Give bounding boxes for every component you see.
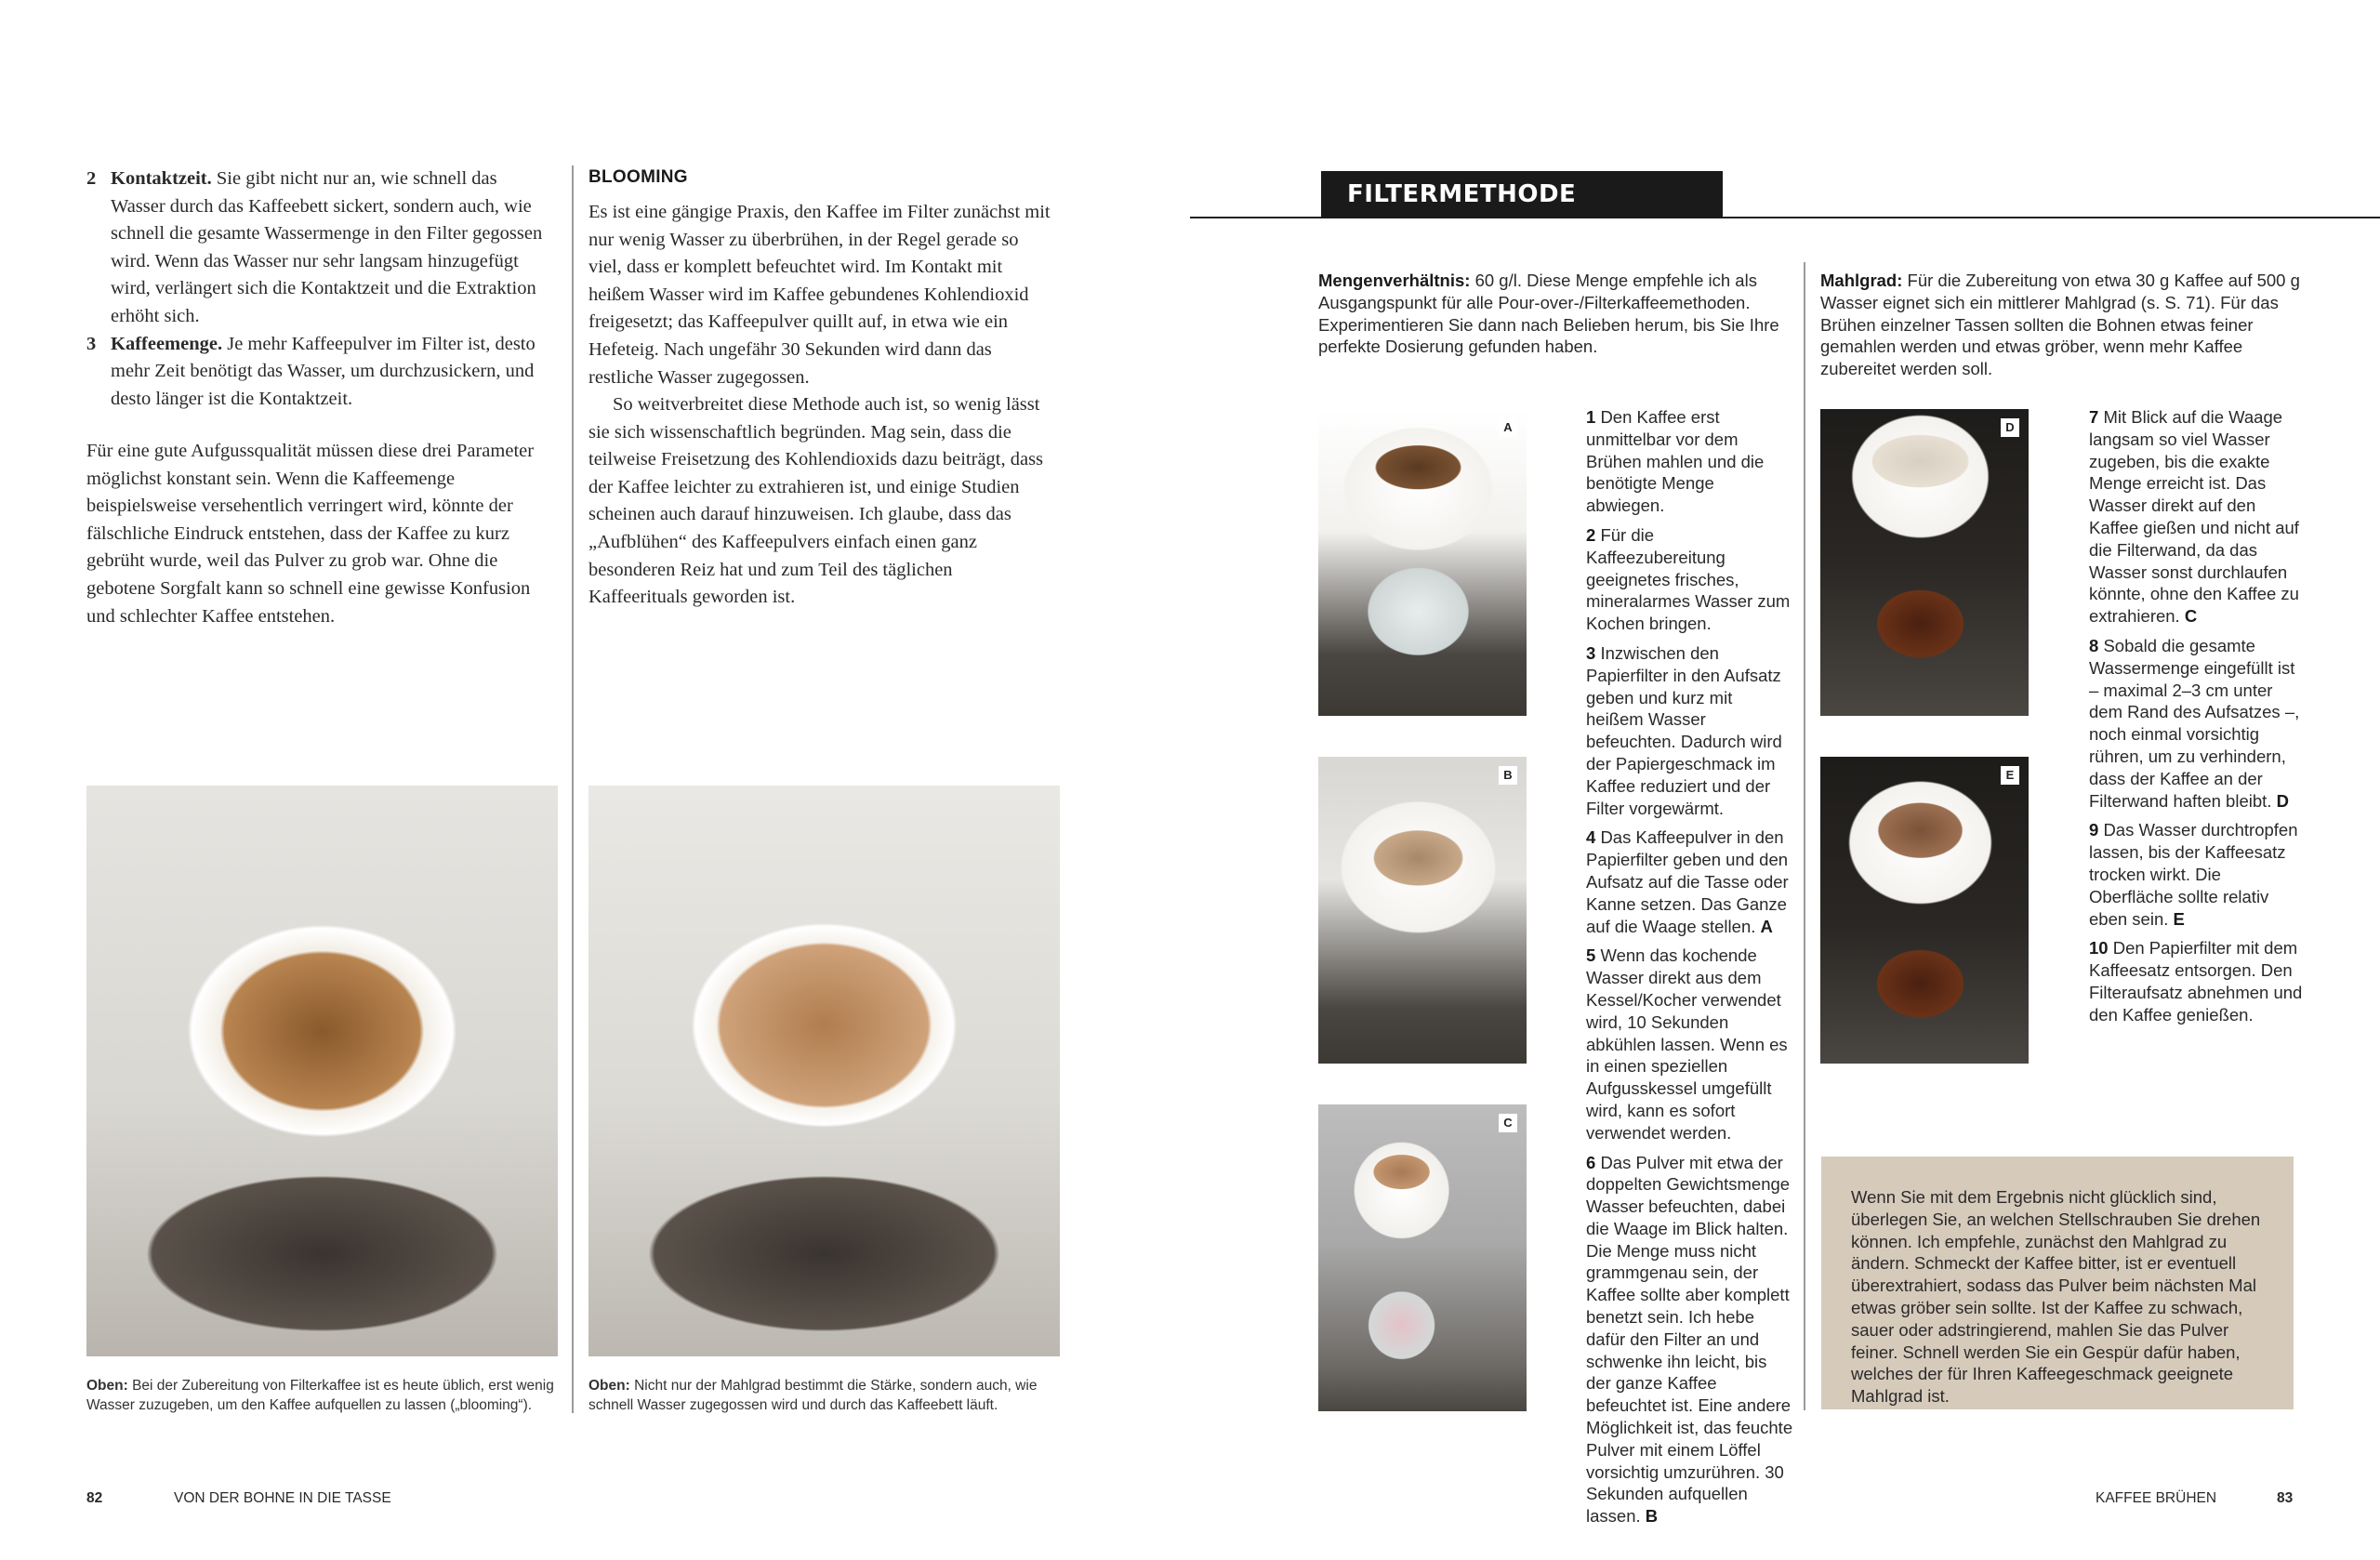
blooming-paragraph-1: Es ist eine gängige Praxis, den Kaffee im Filter zunächst mit nur wenig Wasser zu überbrühen, in der Regel gerade so viel, dass er komplett befeuchtet wird. Im Kontakt mit heißem Wasser wird im Kaffee gebundenes Kohlendioxid freigesetzt; das Kaffeepulver quillt auf, in etwa wie ein Hefeteig. Nach ungefähr 30 Sekunden wird dann das restliche Wasser zugegossen. (588, 202, 1051, 388)
intro-text: 60 g/l. Diese Menge empfehle ich als Ausgangspunkt für alle Pour-over-/Filterkaffeemethoden. Experimentieren Sie dann nach Belieben herum, bis Sie Ihre perfekte Dosierung gefunden haben. (1318, 271, 1779, 357)
photo-label: A (1499, 418, 1517, 437)
list-number: 3 (86, 333, 97, 354)
step-photo-d (1820, 409, 2029, 716)
column-divider (1804, 262, 1805, 1410)
step-item: 7 Mit Blick auf die Waage langsam so viel Wasser zugeben, bis die exakte Menge erreicht ist. Das Wasser direkt auf den Kaffee gießen und nicht auf die Filterwand, da das Wasser sonst durchlaufen könnte, ohne den Kaffee zu extrahieren. C (2089, 407, 2299, 627)
list-text: Sie gibt nicht nur an, wie schnell das Wasser durch das Kaffeebett sickert, sondern auch, wie schnell die gesamte Wassermenge in den Filter gegossen wird. Wenn das Wasser nur sehr langsam hinzugefügt wird, verlängert sich die Kontaktzeit und die Extraktion erhöht sich. (111, 168, 543, 326)
step-item: 6 Das Pulver mit etwa der doppelten Gewichtsmenge Wasser befeuchten, dabei die Waage im Blick halten. Die Menge muss nicht grammgenau sein, der Kaffee sollte aber komplett benetzt sein. Ich hebe dafür den Filter an und schwenke ihn leicht, bis der ganze Kaffee befeuchtet ist. Eine andere Möglichkeit ist, das feuchte Pulver mit einem Löffel vorsichtig umzurühren. 30 Sekunden aufquellen lassen. B (1586, 1152, 1793, 1527)
step-photo-b (1318, 757, 1527, 1064)
body-paragraph: Für eine gute Aufgussqualität müssen diese drei Parameter möglichst konstant sein. Wenn die Kaffeemenge beispielsweise versehentlich verringert wird, könnte der fälschliche Eindruck entstehen, dass der Kaffee zu kurz gebrüht wurde, weil das Pulver zu grob war. Ohne die gebotene Sorgfalt kann so schnell eine gewisse Konfusion und schlechter Kaffee entstehen. (86, 441, 535, 627)
list-term: Kontaktzeit. (111, 168, 212, 189)
tip-box (1821, 1157, 2294, 1409)
intro-label: Mengenverhältnis: (1318, 271, 1471, 290)
step-item: 1 Den Kaffee erst unmittelbar vor dem Brühen mahlen und die benötigte Menge abwiegen. (1586, 407, 1765, 516)
page-number-left: 82 (86, 1490, 103, 1506)
numbered-list (86, 165, 556, 413)
section-heading-blooming: BLOOMING (588, 167, 688, 187)
steps-column-2 (2089, 406, 2303, 1034)
tip-text: Wenn Sie mit dem Ergebnis nicht glücklich sind, überlegen Sie, an welchen Stellschrauben Sie drehen können. Ich empfehle, zunächst den Mahlgrad zu ändern. Schmeckt der Kaffee bitter, ist er eventuell überextrahiert, sodass das Pulver beim nächsten Mal etwas gröber sein sollte. Ist der Kaffee zu schwach, sauer oder adstringierend, mahlen Sie das Pulver feiner. Schnell werden Sie ein Gespür dafür haben, welches der für Ihren Kaffeegeschmack geeignete Mahlgrad ist. (1851, 1187, 2261, 1407)
caption-text: Bei der Zubereitung von Filterkaffee ist es heute üblich, erst wenig Wasser zuzugeben, um den Kaffee aufquellen zu lassen („blooming“). (86, 1378, 554, 1413)
list-item (86, 331, 556, 414)
photo-caption-1 (86, 1376, 561, 1415)
photo-ref: A (1760, 916, 1773, 936)
blooming-paragraph-2: So weitverbreitet diese Methode auch ist, so wenig lässt sie sich wissenschaftlich begründen. Mag sein, dass die teilweise Freisetzung des Kohlendioxids dazu beiträgt, dass der Kaffee leichter zu extrahieren ist, und einige Studien scheinen auch darauf hinzuweisen. Ich glaube, dass das „Aufblühen“ des Kaffeepulvers einfach einen ganz besonderen Reiz hat und zum Teil des täglichen Kaffeerituals geworden ist. (588, 394, 1044, 608)
list-text: Je mehr Kaffeepulver im Filter ist, desto mehr Zeit benötigt das Wasser, um durchzusickern, und desto länger ist die Kontaktzeit. (111, 333, 536, 409)
photo-ref: D (2276, 790, 2289, 811)
photo-label: B (1499, 766, 1517, 785)
caption-label: Oben: (588, 1378, 630, 1394)
running-footer-right: KAFFEE BRÜHEN (2096, 1490, 2217, 1506)
intro-ratio (1318, 270, 1783, 358)
step-item: 8 Sobald die gesamte Wassermenge eingefüllt ist – maximal 2–3 cm unter dem Rand des Aufsatzes –, noch einmal vorsichtig rühren, um zu verhindern, dass der Kaffee an der Filterwand haften bleibt. D (2089, 635, 2300, 811)
column-divider (572, 165, 574, 1413)
photo-label: C (1499, 1114, 1517, 1132)
running-footer-left: VON DER BOHNE IN DIE TASSE (174, 1490, 391, 1506)
blooming-photo-2 (588, 786, 1060, 1356)
photo-ref: E (2173, 908, 2185, 929)
step-item: 2 Für die Kaffeezubereitung geeignetes frisches, mineralarmes Wasser zum Kochen bringen. (1586, 524, 1791, 634)
intro-label: Mahlgrad: (1820, 271, 1903, 290)
step-item: 5 Wenn das kochende Wasser direkt aus dem Kessel/Kocher verwendet wird, 10 Sekunden abkühlen lassen. Wenn es in einen speziellen Aufgusskessel umgefüllt wird, kann es sofort verwendet werden. (1586, 945, 1788, 1143)
photo-ref: B (1645, 1506, 1659, 1527)
intro-text: Für die Zubereitung von etwa 30 g Kaffee auf 500 g Wasser eignet sich ein mittlerer Mahlgrad (s. S. 71). Für das Brühen einzelner Tassen sollten die Bohnen etwas feiner gemahlen werden und etwas gröber, wenn mehr Kaffee zubereitet werden soll. (1820, 271, 2300, 379)
photo-ref: C (2184, 606, 2198, 627)
blooming-photo-1 (86, 786, 558, 1356)
list-number: 2 (86, 168, 97, 189)
step-photo-c (1318, 1104, 1527, 1411)
step-item: 10 Den Papierfilter mit dem Kaffeesatz entsorgen. Den Filteraufsatz abnehmen und den Kaffee genießen. (2089, 938, 2303, 1025)
photo-label: E (2001, 766, 2019, 785)
step-photo-e (1820, 757, 2029, 1064)
photo-label: D (2001, 418, 2019, 437)
step-item: 9 Das Wasser durchtropfen lassen, bis der Kaffeesatz trocken wirkt. Die Oberfläche sollte relativ eben sein. E (2089, 820, 2298, 929)
step-item: 4 Das Kaffeepulver in den Papierfilter geben und den Aufsatz auf die Tasse oder Kanne setzen. Das Ganze auf die Waage stellen. A (1586, 827, 1789, 936)
page-number-right: 83 (2277, 1490, 2294, 1506)
caption-text: Nicht nur der Mahlgrad bestimmt die Stärke, sondern auch, wie schnell Wasser zugegossen wird und durch das Kaffeebett läuft. (588, 1378, 1038, 1413)
list-term: Kaffeemenge. (111, 333, 223, 354)
list-item (86, 165, 556, 331)
photo-caption-2 (588, 1376, 1063, 1415)
caption-label: Oben: (86, 1378, 128, 1394)
step-item: 3 Inzwischen den Papierfilter in den Aufsatz geben und kurz mit heißem Wasser befeuchten. Dadurch wird der Papiergeschmack im Kaffee reduziert und der Filter vorgewärmt. (1586, 642, 1782, 818)
intro-grind (1820, 270, 2304, 380)
steps-column-1 (1586, 406, 1794, 1535)
section-banner: FILTERMETHODE (1321, 171, 1723, 218)
step-photo-a (1318, 409, 1527, 716)
